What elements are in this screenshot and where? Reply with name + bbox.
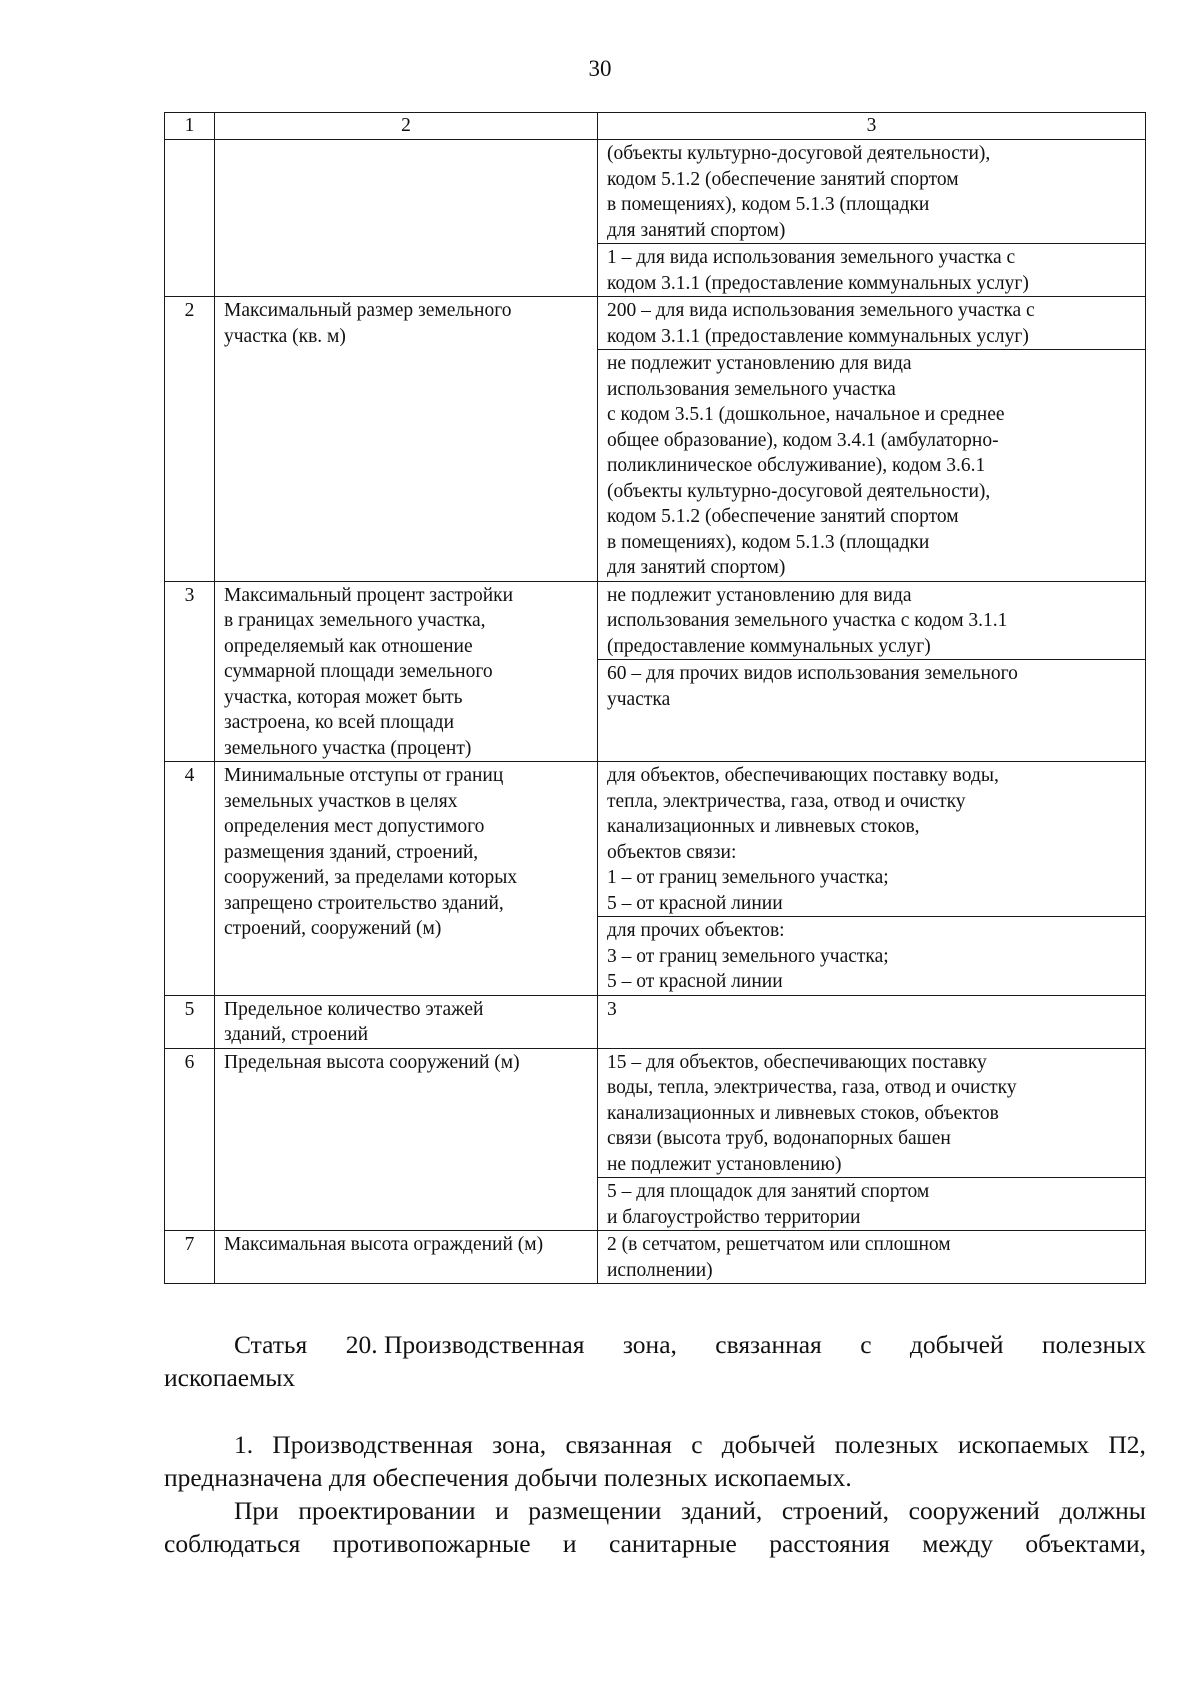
- table-row: [165, 140, 1146, 297]
- word: и: [495, 1496, 509, 1525]
- parameter-line: определения мест допустимого: [224, 816, 485, 837]
- value-line: (объекты культурно-досуговой деятельности),: [607, 143, 991, 164]
- value-line: в помещениях), кодом 5.1.3 (площадки: [607, 531, 930, 553]
- word: соблюдаться: [164, 1529, 301, 1558]
- value-line: кодом 5.1.2 (обеспечение занятий спортом: [607, 168, 959, 190]
- word: 20. Производственная: [345, 1330, 585, 1359]
- value-line: использования земельного участка: [607, 378, 896, 400]
- value-cell: [598, 1048, 1146, 1231]
- parameter-line: Максимальный размер земельного: [224, 300, 512, 321]
- value-line: для прочих объектов:: [607, 920, 785, 941]
- table-row: [165, 1231, 1146, 1284]
- word: и: [562, 1529, 577, 1558]
- table-row: [165, 297, 1146, 582]
- parameter-line: Предельная высота сооружений (м): [224, 1051, 520, 1073]
- regulation-table: [164, 112, 1146, 1284]
- parameter-line: зданий, строений: [224, 1024, 369, 1045]
- value-block: [607, 1050, 1136, 1178]
- article-title-line-2: ископаемых: [164, 1363, 296, 1392]
- value-cell: [598, 140, 1146, 297]
- article-title: [164, 1328, 1146, 1394]
- word: размещении: [528, 1496, 662, 1525]
- value-line: канализационных и ливневых стоков, объектов: [607, 1102, 999, 1124]
- value-block: [607, 583, 1136, 660]
- parameter-line: земельного участка (процент): [224, 737, 472, 759]
- header-col-3: 3: [598, 113, 1146, 140]
- parameter-cell: [215, 581, 598, 762]
- parameter-line: строений, сооружений (м): [224, 918, 442, 939]
- parameter-cell: [215, 762, 598, 996]
- value-line: канализационных и ливневых стоков,: [607, 816, 920, 837]
- paragraph-2-line-2: [164, 1527, 1146, 1560]
- value-line: (объекты культурно-досуговой деятельности),: [607, 480, 991, 502]
- value-line: 5 – от красной линии: [607, 892, 783, 914]
- word: расстояния: [769, 1529, 890, 1558]
- word: объектами,: [1025, 1529, 1146, 1558]
- word: Статья: [234, 1330, 308, 1359]
- value-cell: [598, 297, 1146, 582]
- value-line: для занятий спортом): [607, 219, 786, 241]
- header-col-1: 1: [165, 113, 215, 140]
- word: добычей: [721, 1430, 816, 1459]
- value-line: участка: [607, 688, 671, 710]
- page-number: 30: [588, 56, 612, 81]
- word: П2,: [1108, 1430, 1146, 1459]
- value-line: исполнении): [607, 1259, 713, 1281]
- value-block: [598, 243, 1145, 296]
- word: ископаемых: [957, 1430, 1090, 1459]
- table-header-row: [165, 113, 1146, 140]
- word: сооружений: [908, 1496, 1040, 1525]
- table-row: [165, 581, 1146, 762]
- word: строений,: [781, 1496, 890, 1525]
- header-col-2: 2: [215, 113, 598, 140]
- parameter-cell: [215, 140, 598, 297]
- word: При: [234, 1496, 279, 1525]
- word: 1.: [234, 1430, 254, 1459]
- row-number: [165, 140, 215, 297]
- word: полезных: [1041, 1330, 1146, 1359]
- value-block: [598, 1177, 1145, 1230]
- value-cell: [598, 995, 1146, 1048]
- parameter-line: сооружений, за пределами которых: [224, 867, 518, 888]
- value-cell: [598, 1231, 1146, 1284]
- value-line: 5 – для площадок для занятий спортом: [607, 1181, 930, 1202]
- value-line: 200 – для вида использования земельного участка с: [607, 300, 1035, 321]
- value-cell: [598, 762, 1146, 996]
- article-body: [164, 1428, 1146, 1560]
- value-block: [607, 298, 1136, 349]
- value-cell: [598, 581, 1146, 762]
- value-block: [598, 659, 1145, 712]
- value-line: 1 – от границ земельного участка;: [607, 867, 889, 888]
- value-block: [598, 916, 1145, 995]
- parameter-line: Минимальные отступы от границ: [224, 765, 504, 786]
- value-line: поликлиническое обслуживание), кодом 3.6.1: [607, 455, 986, 476]
- paragraph-1-line-1: [164, 1428, 1146, 1461]
- value-line: кодом 3.1.1 (предоставление коммунальных услуг): [607, 325, 1029, 347]
- table-row: [165, 995, 1146, 1048]
- row-number: 4: [165, 762, 215, 996]
- value-line: использования земельного участка с кодом 3.1.1: [607, 610, 1008, 631]
- parameter-line: участка, которая может быть: [224, 686, 463, 708]
- paragraph-1-line-2: предназначена для обеспечения добычи полезных ископаемых.: [164, 1463, 852, 1492]
- word: должны: [1059, 1496, 1146, 1525]
- row-number: 3: [165, 581, 215, 762]
- table-row: [165, 1048, 1146, 1231]
- value-line: тепла, электричества, газа, отвод и очистку: [607, 790, 966, 812]
- parameter-line: участка (кв. м): [224, 325, 346, 347]
- word: с: [860, 1330, 872, 1359]
- value-line: связи (высота труб, водонапорных башен: [607, 1128, 951, 1149]
- row-number: 6: [165, 1048, 215, 1231]
- value-line: 15 – для объектов, обеспечивающих поставку: [607, 1051, 987, 1073]
- word: связанная: [715, 1330, 822, 1359]
- value-line: кодом 5.1.2 (обеспечение занятий спортом: [607, 506, 959, 527]
- parameter-line: Максимальная высота ограждений (м): [224, 1234, 544, 1255]
- parameter-cell: [215, 1231, 598, 1284]
- value-block: [598, 349, 1145, 581]
- word: между: [922, 1529, 994, 1558]
- value-line: 3 – от границ земельного участка;: [607, 945, 889, 967]
- value-line: 5 – от красной линии: [607, 971, 783, 992]
- value-line: не подлежит установлению для вида: [607, 584, 912, 606]
- word: связанная: [565, 1430, 672, 1459]
- parameter-line: определяемый как отношение: [224, 635, 473, 657]
- row-number: 5: [165, 995, 215, 1048]
- parameter-line: размещения зданий, строений,: [224, 841, 479, 863]
- value-block: [607, 997, 1136, 1023]
- parameter-cell: [215, 995, 598, 1048]
- value-line: воды, тепла, электричества, газа, отвод и очистку: [607, 1077, 1017, 1098]
- value-block: [607, 141, 1136, 243]
- value-line: объектов связи:: [607, 841, 737, 863]
- parameter-line: суммарной площади земельного: [224, 661, 493, 682]
- parameter-line: застроена, ко всей площади: [224, 712, 455, 733]
- value-block: [607, 763, 1136, 916]
- value-line: (предоставление коммунальных услуг): [607, 635, 931, 657]
- value-line: 60 – для прочих видов использования земельного: [607, 663, 1018, 684]
- paragraph-2-line-1: [164, 1494, 1146, 1527]
- value-line: 1 – для вида использования земельного участка с: [607, 247, 1016, 268]
- value-line: с кодом 3.5.1 (дошкольное, начальное и среднее: [607, 404, 1005, 425]
- value-line: 3: [607, 998, 617, 1020]
- value-line: кодом 3.1.1 (предоставление коммунальных услуг): [607, 272, 1029, 294]
- word: санитарные: [608, 1529, 737, 1558]
- parameter-cell: [215, 297, 598, 582]
- word: зона,: [492, 1430, 547, 1459]
- row-number: 7: [165, 1231, 215, 1284]
- word: Производственная: [272, 1430, 473, 1459]
- parameter-line: Предельное количество этажей: [224, 998, 484, 1020]
- parameter-line: в границах земельного участка,: [224, 610, 486, 631]
- parameter-line: запрещено строительство зданий,: [224, 892, 504, 914]
- word: добычей: [909, 1330, 1004, 1359]
- value-line: для объектов, обеспечивающих поставку воды,: [607, 765, 999, 786]
- value-line: общее образование), кодом 3.4.1 (амбулаторно-: [607, 429, 999, 451]
- value-line: и благоустройство территории: [607, 1206, 861, 1228]
- article-title-line-1: [164, 1328, 1146, 1361]
- value-line: для занятий спортом): [607, 557, 786, 578]
- row-number: 2: [165, 297, 215, 582]
- parameter-line: земельных участков в целях: [224, 790, 458, 812]
- parameter-cell: [215, 1048, 598, 1231]
- value-line: не подлежит установлению для вида: [607, 353, 912, 374]
- word: противопожарные: [332, 1529, 531, 1558]
- value-block: [607, 1232, 1136, 1283]
- word: зона,: [622, 1330, 677, 1359]
- table-row: [165, 762, 1146, 996]
- word: с: [691, 1430, 703, 1459]
- value-line: в помещениях), кодом 5.1.3 (площадки: [607, 194, 930, 215]
- word: полезных: [834, 1430, 939, 1459]
- word: зданий,: [681, 1496, 763, 1525]
- value-line: не подлежит установлению): [607, 1153, 842, 1175]
- value-line: 2 (в сетчатом, решетчатом или сплошном: [607, 1234, 951, 1255]
- word: проектировании: [298, 1496, 476, 1525]
- parameter-line: Максимальный процент застройки: [224, 584, 514, 606]
